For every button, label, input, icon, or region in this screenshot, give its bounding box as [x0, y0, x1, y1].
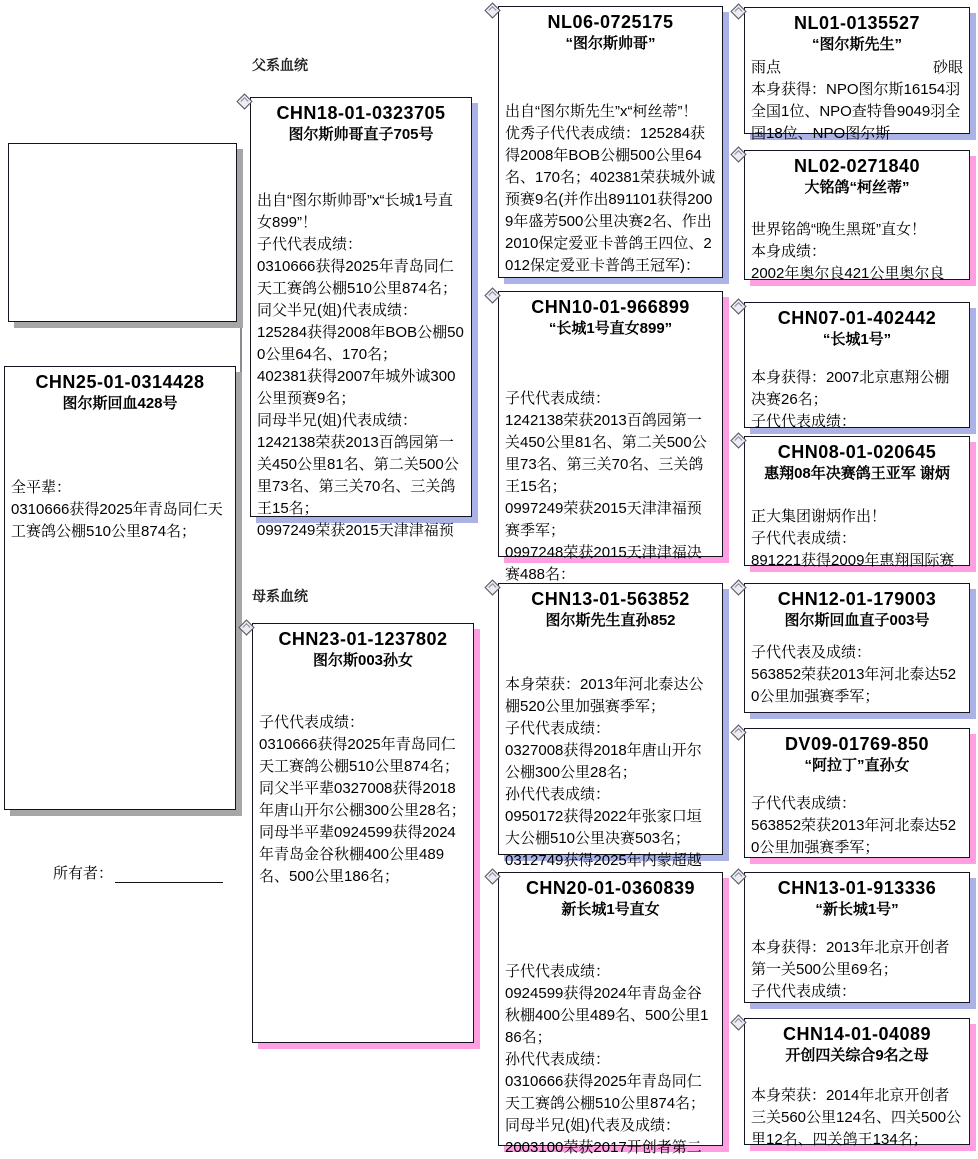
ring-number: CHN14-01-04089 — [782, 1024, 932, 1044]
pedigree-box-paternal-grandfather — [498, 6, 723, 278]
pedigree-box-main-bird — [4, 366, 236, 810]
pedigree-box-mother — [252, 623, 474, 1043]
paperclip-icon — [238, 619, 255, 636]
achievements-text: 正大集团谢炳作出！ 子代代表成绩： 891221获得2009年惠翔国际赛 — [751, 508, 955, 569]
achievements-text: 子代代表成绩： 563852荣获2013年河北泰达520公里加强赛季军； — [751, 795, 957, 856]
ring-number: CHN13-01-563852 — [531, 589, 690, 609]
eye-type: 砂眼 — [932, 59, 963, 76]
paperclip-icon — [730, 1014, 747, 1031]
paperclip-icon — [730, 432, 747, 449]
ring-number: CHN20-01-0360839 — [525, 878, 696, 898]
pigeon-name: 惠翔08年决赛鸽王亚军 谢炳 — [764, 465, 950, 482]
pedigree-box-paternal-grandmother — [498, 291, 723, 583]
pedigree-box-ff-mother — [744, 150, 970, 280]
pigeon-name: “图尔斯帅哥” — [565, 35, 656, 52]
paperclip-icon — [730, 298, 747, 315]
ring-number: CHN13-01-913336 — [777, 878, 937, 898]
achievements-text: 本身获得：2007北京惠翔公棚决赛26名； 子代代表成绩： — [751, 369, 950, 430]
achievements-text: 子代代表成绩： 1242138荣获2013百鸽园第一关450公里81名、第二关500公里73名、第三关70名、三关鸽王15名； 0997249荣获2015天津津福预赛季军； 0997248荣获2015天津津福决赛488名： — [505, 390, 707, 583]
paperclip-icon — [730, 868, 747, 885]
achievements-text: 出自“图尔斯先生”x“柯丝蒂”！ 优秀子代代表成绩：125284获得2008年BOB公棚500公里64名、170名；402381荣获城外诚预赛9名(并作出891101获得2009年盛芳500公里决赛2名、作出2010保定爱亚卡普鸽王四位、2012保定爱亚卡普鸽王冠军)： — [505, 103, 716, 274]
paperclip-icon — [730, 3, 747, 20]
ring-number: DV09-01769-850 — [784, 734, 930, 754]
achievements-text: 子代代表成绩： 0924599获得2024年青岛金谷秋棚400公里489名、500公里186名； 孙代代表成绩： 0310666获得2025年青岛同仁天工赛鸽公棚510公里874名； 同母半兄(姐)代表及成绩： 2003100荣获2017开创者第二 — [505, 963, 709, 1156]
ring-number: NL01-0135527 — [793, 13, 921, 33]
pigeon-name: “长城1号” — [822, 331, 892, 348]
pigeon-name: 新长城1号直女 — [561, 901, 660, 918]
achievements-text: 全平辈： 0310666获得2025年青岛同仁天工赛鸽公棚510公里874名； — [11, 479, 223, 540]
pigeon-name: 开创四关综合9名之母 — [785, 1047, 929, 1064]
achievements-text: 本身获得：NPO图尔斯16154羽全国1位、NPO查特鲁9049羽全国18位、NPO图尔斯 — [751, 81, 961, 142]
paperclip-icon — [730, 724, 747, 741]
achievements-text: 本身荣获：2014年北京开创者三关560公里124名、四关500公里12名、四关鸽王134名； — [751, 1087, 962, 1148]
ring-number: CHN25-01-0314428 — [35, 372, 205, 392]
pigeon-name: 图尔斯回血428号 — [62, 395, 178, 412]
feather-color: 雨点 — [751, 59, 782, 76]
ring-number: NL02-0271840 — [793, 156, 921, 176]
ring-number: CHN10-01-966899 — [531, 297, 690, 317]
pedigree-box-fm-father — [744, 302, 970, 428]
paperclip-icon — [484, 868, 501, 885]
pedigree-box-maternal-grandmother — [498, 872, 723, 1156]
ring-number: CHN12-01-179003 — [777, 589, 937, 609]
pedigree-box-mf-mother — [744, 728, 970, 858]
achievements-text: 世界铭鸽“晚生黑斑”直女！ 本身成绩： 2002年奥尔良421公里奥尔良 — [751, 221, 945, 282]
owner-row — [53, 862, 223, 883]
ring-number: CHN08-01-020645 — [777, 442, 937, 462]
pigeon-name: 图尔斯帅哥直子705号 — [288, 126, 434, 143]
pigeon-name: “长城1号直女899” — [548, 320, 673, 337]
pigeon-name: “图尔斯先生” — [811, 36, 902, 53]
pigeon-name: 图尔斯003孙女 — [312, 652, 414, 669]
pedigree-box-mm-father — [744, 872, 970, 1003]
pedigree-box-fm-mother — [744, 436, 970, 569]
paperclip-icon — [236, 93, 253, 110]
pedigree-box-mf-father — [744, 583, 970, 713]
achievements-text: 子代代表成绩： 0310666获得2025年青岛同仁天工赛鸽公棚510公里874名； 同父半平辈0327008获得2018年唐山开尔公棚300公里28名； 同母半平辈0924599获得2024年青岛金谷秋棚400公里489名、500公里186名； — [259, 714, 466, 885]
pedigree-box-father — [250, 97, 472, 539]
pigeon-name: 图尔斯先生直孙852 — [545, 612, 676, 629]
pigeon-name: “新长城1号” — [815, 901, 899, 918]
owner-label: 所有者： — [53, 865, 114, 882]
bloodline-connector-line — [240, 150, 242, 628]
achievements-text: 本身获得：2013年北京开创者第一关500公里69名； 子代代表成绩： — [751, 939, 950, 1000]
paperclip-icon — [484, 579, 501, 596]
pedigree-box-ff-father — [744, 7, 970, 142]
paperclip-icon — [730, 579, 747, 596]
ring-number: CHN18-01-0323705 — [276, 103, 446, 123]
ring-number: NL06-0725175 — [547, 12, 674, 32]
ring-number: CHN07-01-402442 — [777, 308, 937, 328]
pedigree-box-maternal-grandfather — [498, 583, 723, 869]
pigeon-photo-placeholder — [8, 143, 237, 322]
paternal-bloodline-label: 父系血统 — [252, 57, 308, 73]
pigeon-name: 大铭鸽“柯丝蒂” — [804, 179, 910, 196]
achievements-text: 本身荣获：2013年河北泰达公棚520公里加强赛季军； 子代代表成绩： 0327008获得2018年唐山开尔公棚300公里28名； 孙代代表成绩： 0950172获得2022年张家口垣大公棚510公里决赛503名； 0312749获得2025年内蒙超越 — [505, 676, 704, 869]
pedigree-box-mm-mother — [744, 1018, 970, 1148]
paperclip-icon — [484, 287, 501, 304]
maternal-bloodline-label: 母系血统 — [252, 588, 308, 604]
pigeon-name: “阿拉丁”直孙女 — [804, 757, 910, 774]
owner-blank-line — [115, 865, 223, 883]
trait-row — [751, 57, 963, 79]
achievements-text: 出自“图尔斯帅哥”x“长城1号直女899”！ 子代代表成绩： 0310666获得2025年青岛同仁天工赛鸽公棚510公里874名； 同父半兄(姐)代表成绩： 125284获得2008年BOB公棚500公里64名、170名； 402381获得2007年城外诚300公里预赛9名； 同母半兄(姐)代表成绩： 1242138荣获2013百鸽园第一关450公里81名、第二关500公里73名、第三关70名、三关鸽王15名； 0997249荣获2015天津津福预 — [257, 192, 464, 539]
achievements-text: 子代代表及成绩： 563852荣获2013年河北泰达520公里加强赛季军； — [751, 644, 957, 705]
ring-number: CHN23-01-1237802 — [278, 629, 448, 649]
paperclip-icon — [484, 2, 501, 19]
pigeon-name: 图尔斯回血直子003号 — [784, 612, 930, 629]
paperclip-icon — [730, 146, 747, 163]
